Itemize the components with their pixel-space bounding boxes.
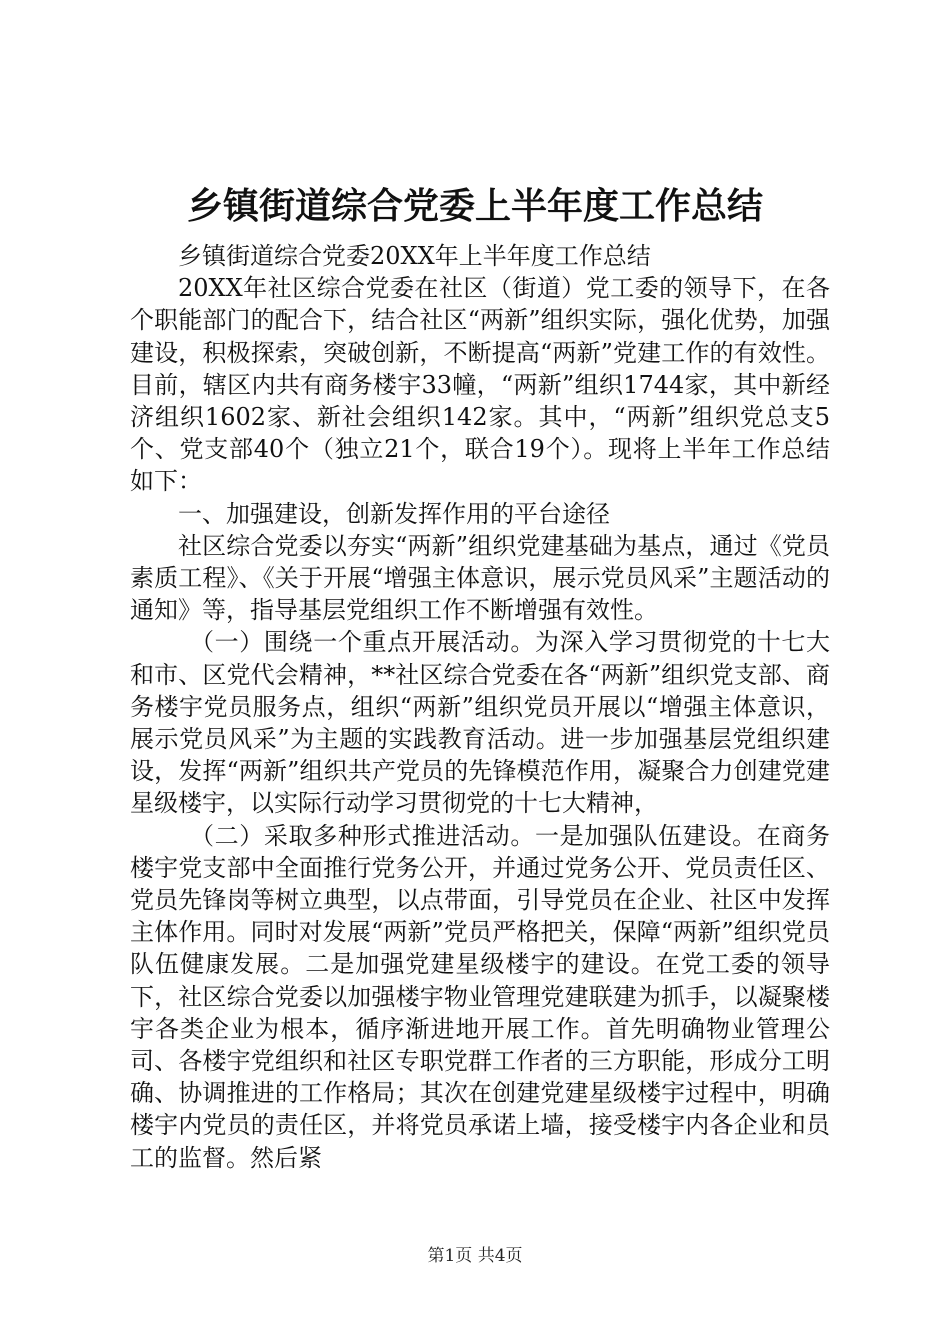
paragraph-item-1: （一）围绕一个重点开展活动。为深入学习贯彻党的十七大和市、区党代会精神，**社区综合党委在各“两新”组织党支部、商务楼宇党员服务点，组织“两新”组织党员开展以“增强主体意识，展示党员风采”为主题的实践教育活动。进一步加强基层党组织建设，发挥“两新”组织共产党员的先锋模范作用，凝聚合力创建党建星级楼宇，以实际行动学习贯彻党的十七大精神， — [130, 628, 830, 818]
document-body — [130, 240, 830, 1174]
document-title: 乡镇街道综合党委上半年度工作总结 — [186, 185, 763, 227]
paragraph-item-2: （二）采取多种形式推进活动。一是加强队伍建设。在商务楼宇党支部中全面推行党务公开，并通过党务公开、党员责任区、党员先锋岗等树立典型，以点带面，引导党员在企业、社区中发挥主体作用。同时对发展“两新”党员严格把关，保障“两新”组织党员队伍健康发展。二是加强党建星级楼宇的建设。在党工委的领导下，社区综合党委以加强楼宇物业管理党建联建为抓手，以凝聚楼宇各类企业为根本，循序渐进地开展工作。首先明确物业管理公司、各楼宇党组织和社区专职党群工作者的三方职能，形成分工明确、协调推进的工作格局；其次在创建党建星级楼宇过程中，明确楼宇内党员的责任区，并将党员承诺上墙，接受楼宇内各企业和员工的监督。然后紧 — [130, 821, 830, 1172]
page-footer: 第1页 共4页 — [427, 1246, 523, 1266]
paragraph-subtitle: 乡镇街道综合党委20XX年上半年度工作总结 — [178, 242, 651, 270]
paragraph-section-1: 社区综合党委以夯实“两新”组织党建基础为基点，通过《党员素质工程》、《关于开展“增强主体意识，展示党员风采”主题活动的通知》等，指导基层党组织工作不断增强有效性。 — [130, 531, 830, 625]
section-heading-1: 一、加强建设，创新发挥作用的平台途径 — [178, 499, 610, 528]
paragraph-intro: 20XX年社区综合党委在社区（街道）党工委的领导下，在各个职能部门的配合下，结合社区“两新”组织实际，强化优势，加强建设，积极探索，突破创新，不断提高“两新”党建工作的有效性。目前，辖区内共有商务楼宇33幢，“两新”组织1744家，其中新经济组织1602家、新社会组织142家。其中，“两新”组织党总支5个、党支部40个（独立21个，联合19个）。现将上半年工作总结如下： — [130, 274, 830, 496]
